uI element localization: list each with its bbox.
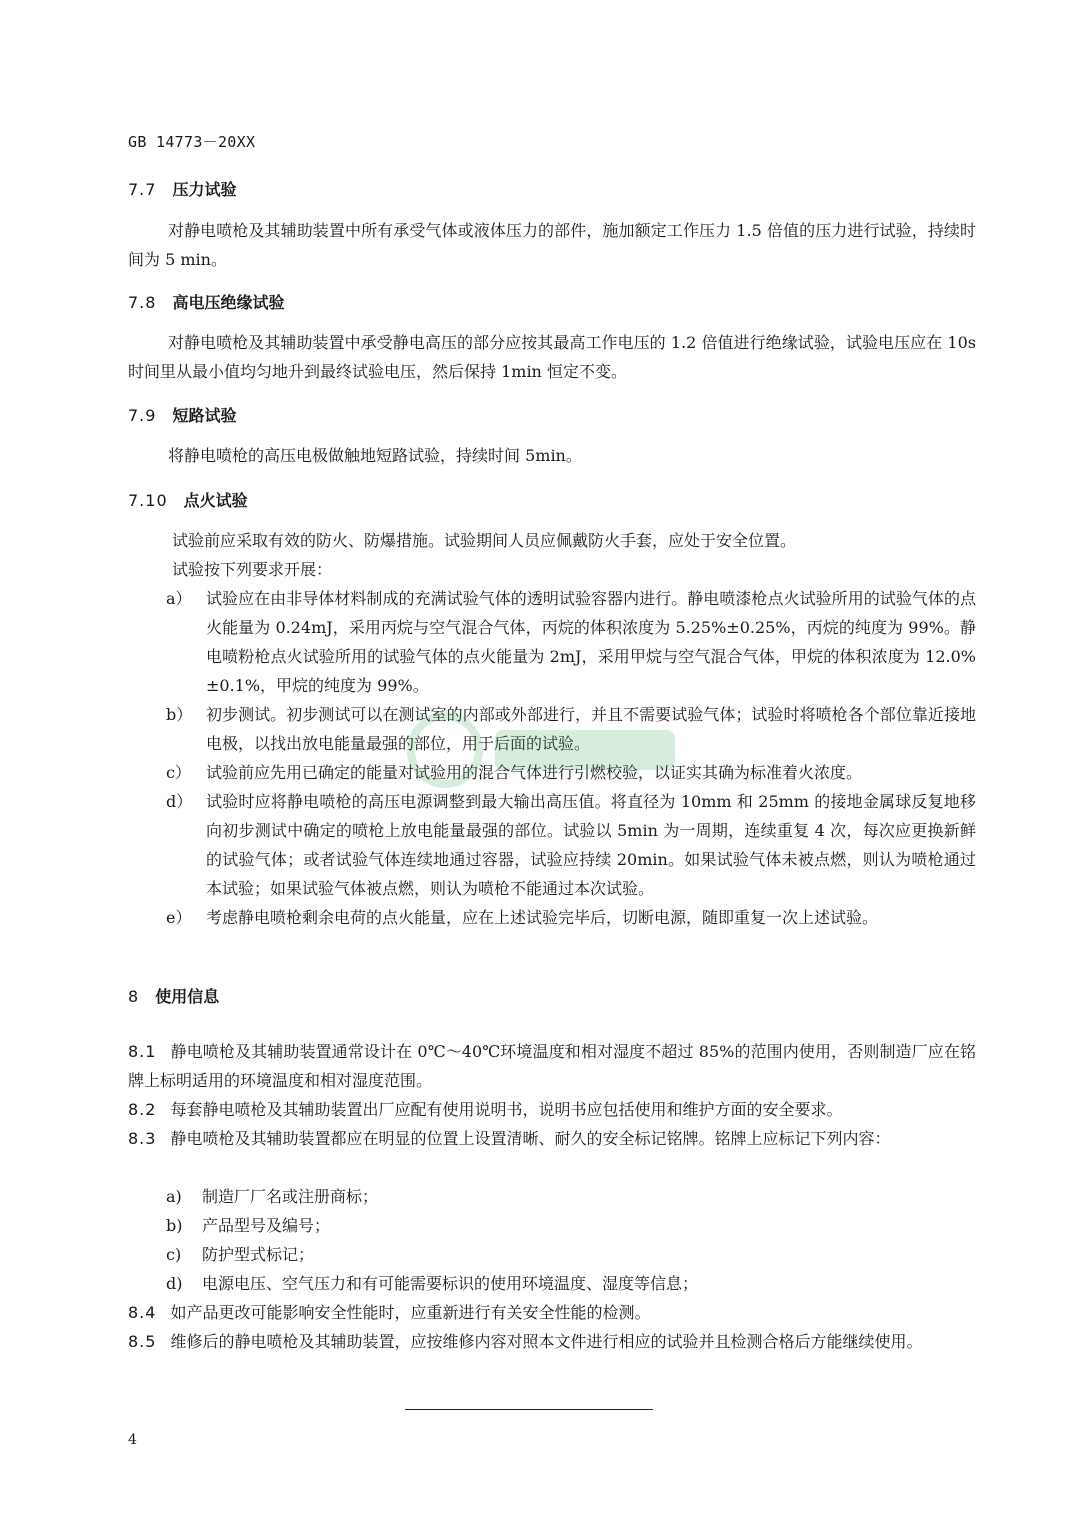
clause-text: 静电喷枪及其辅助装置都应在明显的位置上设置清晰、耐久的安全标记铭牌。铭牌上应标记下列内容：: [170, 1129, 891, 1148]
list-item: [166, 787, 976, 903]
clause-text: 维修后的静电喷枪及其辅助装置，应按维修内容对照本文件进行相应的试验并且检测合格后方能继续使用。: [170, 1332, 923, 1351]
document-id-header: GB 14773－20XX: [128, 133, 256, 151]
section-7-10-heading: [128, 488, 248, 511]
section-7-7-heading: [128, 177, 236, 200]
list-item: [166, 1182, 976, 1211]
list-item: [166, 1211, 976, 1240]
clause-8-3-list: [166, 1182, 976, 1298]
clause-8-4: [128, 1298, 976, 1327]
list-marker: a): [166, 1187, 182, 1206]
section-title: 压力试验: [172, 180, 237, 199]
section-7-10-paragraph: 试验前应采取有效的防火、防爆措施。试验期间人员应佩戴防火手套，应处于安全位置。: [172, 531, 797, 550]
section-number: 7.10: [128, 491, 168, 510]
section-number: 7.7: [128, 180, 157, 199]
clause-number: 8.3: [128, 1129, 157, 1148]
section-title: 点火试验: [183, 491, 248, 510]
list-marker: b）: [166, 705, 193, 724]
section-number: 7.9: [128, 406, 157, 425]
section-7-10-intro: 试验按下列要求开展：: [172, 560, 333, 579]
clause-8-1: [128, 1037, 976, 1095]
clause-8-5: [128, 1327, 976, 1356]
list-item-text: 试验前应先用已确定的能量对试验用的混合气体进行引燃校验，以证实其确为标准着火浓度。: [206, 763, 863, 782]
section-7-8-paragraph: 对静电喷枪及其辅助装置中承受静电高压的部分应按其最高工作电压的 1.2 倍值进行绝缘试验，试验电压应在 10s 时间里从最小值均匀地升到最终试验电压，然后保持 1min 恒定不变。: [128, 333, 976, 381]
clause-number: 8.2: [128, 1100, 157, 1119]
section-title: 高电压绝缘试验: [172, 293, 285, 312]
end-of-document-rule: [405, 1409, 653, 1410]
list-item-text: 初步测试。初步测试可以在测试室的内部或外部进行，并且不需要试验气体；试验时将喷枪各个部位靠近接地电极，以找出放电能量最强的部位，用于后面的试验。: [206, 705, 976, 753]
clause-8-3: [128, 1124, 976, 1153]
list-marker: c): [166, 1245, 182, 1264]
list-marker: b): [166, 1216, 183, 1235]
list-item-text: 试验时应将静电喷枪的高压电源调整到最大输出高压值。将直径为 10mm 和 25mm 的接地金属球反复地移向初步测试中确定的喷枪上放电能量最强的部位。试验以 5min 为一周期，连续重复 4 次，每次应更换新鲜的试验气体；或者试验气体连续地通过容器，试验应持续 20min。如果试验气体未被点燃，则认为喷枪通过本试验；如果试验气体被点燃，则认为喷枪不能通过本次试验。: [206, 792, 976, 898]
list-marker: e）: [166, 908, 192, 927]
list-item-text: 防护型式标记；: [202, 1245, 315, 1264]
clause-number: 8.5: [128, 1332, 157, 1351]
list-item: [166, 758, 976, 787]
list-marker: d): [166, 1274, 183, 1293]
section-title: 短路试验: [172, 406, 237, 425]
list-item: [166, 1240, 976, 1269]
page-number: 4: [128, 1432, 137, 1448]
list-item: [166, 700, 976, 758]
list-marker: d）: [166, 792, 193, 811]
list-item-text: 考虑静电喷枪剩余电荷的点火能量，应在上述试验完毕后，切断电源，随即重复一次上述试验。: [206, 908, 879, 927]
list-item-text: 产品型号及编号；: [202, 1216, 331, 1235]
list-item-text: 电源电压、空气压力和有可能需要标识的使用环境温度、湿度等信息；: [202, 1274, 699, 1293]
list-item-text: 制造厂厂名或注册商标；: [202, 1187, 379, 1206]
clause-number: 8.1: [128, 1042, 157, 1061]
list-item: [166, 903, 976, 932]
clause-number: 8.4: [128, 1303, 157, 1322]
list-item: [166, 584, 976, 700]
list-item: [166, 1269, 976, 1298]
section-number: 8: [128, 987, 140, 1006]
section-number: 7.8: [128, 293, 157, 312]
section-7-10-body: [166, 526, 976, 932]
clause-text: 如产品更改可能影响安全性能时，应重新进行有关安全性能的检测。: [170, 1303, 651, 1322]
section-title: 使用信息: [155, 987, 220, 1006]
clause-text: 每套静电喷枪及其辅助装置出厂应配有使用说明书，说明书应包括使用和维护方面的安全要求。: [170, 1100, 843, 1119]
list-marker: a）: [166, 589, 192, 608]
section-8-heading: [128, 984, 219, 1007]
clause-8-2: [128, 1095, 976, 1124]
section-7-9-paragraph: 将静电喷枪的高压电极做触地短路试验，持续时间 5min。: [168, 446, 582, 465]
list-marker: c）: [166, 763, 191, 782]
section-7-8-heading: [128, 290, 284, 313]
section-7-7-paragraph: 对静电喷枪及其辅助装置中所有承受气体或液体压力的部件，施加额定工作压力 1.5 倍值的压力进行试验，持续时间为 5 min。: [128, 221, 976, 269]
clause-text: 静电喷枪及其辅助装置通常设计在 0℃～40℃环境温度和相对湿度不超过 85%的范围内使用，否则制造厂应在铭牌上标明适用的环境温度和相对湿度范围。: [128, 1042, 976, 1090]
list-item-text: 试验应在由非导体材料制成的充满试验气体的透明试验容器内进行。静电喷漆枪点火试验所用的试验气体的点火能量为 0.24mJ，采用丙烷与空气混合气体，丙烷的体积浓度为 5.25%±0.25%，丙烷的纯度为 99%。静电喷粉枪点火试验所用的试验气体的点火能量为 2mJ，采用甲烷与空气混合气体，甲烷的体积浓度为 12.0%±0.1%，甲烷的纯度为 99%。: [206, 589, 976, 695]
section-7-9-heading: [128, 403, 236, 426]
